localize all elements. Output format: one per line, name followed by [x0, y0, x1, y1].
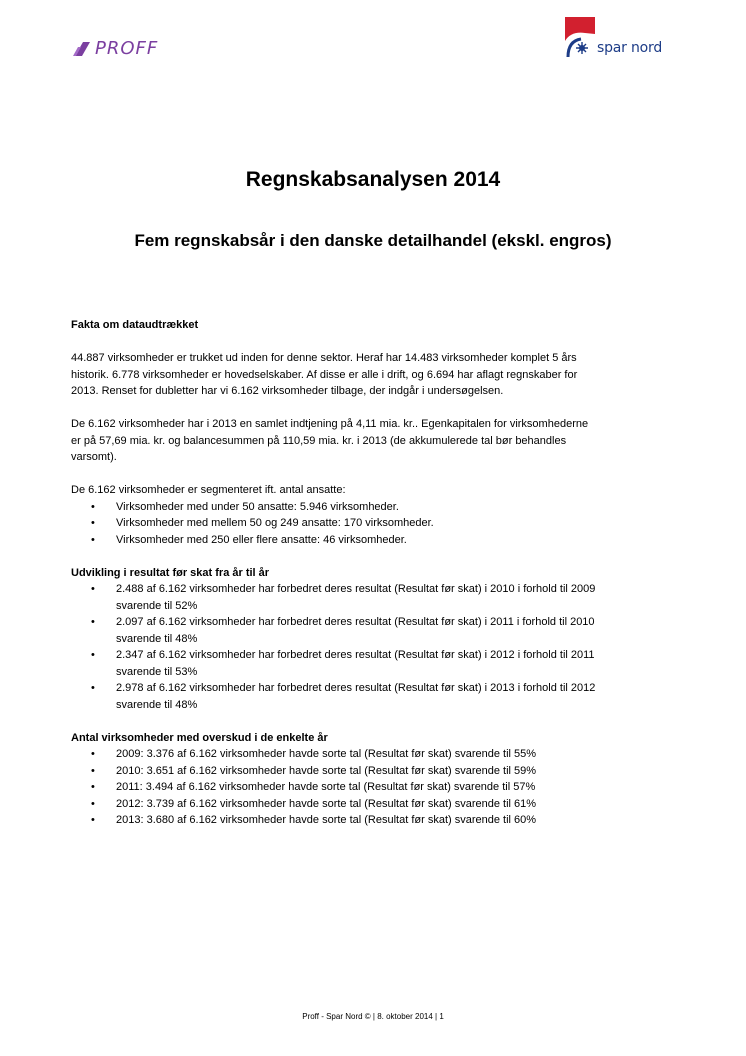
facts-paragraph-1-line: 44.887 virksomheder er trukket ud inden for denne sektor. Heraf har 14.483 virksomheder komplet 5 års: [71, 352, 577, 364]
list-item: • Virksomheder med under 50 ansatte: 5.946 virksomheder.: [71, 499, 681, 516]
surplus-list: [71, 746, 681, 829]
facts-paragraph-2-line: varsomt).: [71, 451, 117, 463]
proff-logo-text: PROFF: [95, 38, 159, 59]
document-body: [71, 317, 681, 829]
list-item: • 2.347 af 6.162 virksomheder har forbedret deres resultat (Resultat før skat) i 2012 i forhold til 2011 svarende til 53%: [71, 647, 681, 680]
facts-paragraph-1-line: 2013. Renset for dubletter har vi 6.162 virksomheder tilbage, der indgår i undersøgelsen.: [71, 385, 504, 397]
segment-intro: De 6.162 virksomheder er segmenteret ift. antal ansatte:: [71, 484, 346, 496]
spar-nord-logo-text: spar nord: [597, 40, 663, 56]
development-list: [71, 581, 681, 713]
page-footer: Proff - Spar Nord © | 8. oktober 2014 | 1: [302, 1012, 444, 1021]
list-item: • 2.488 af 6.162 virksomheder har forbedret deres resultat (Resultat før skat) i 2010 i forhold til 2009 svarende til 52%: [71, 581, 681, 614]
facts-paragraph-2-line: er på 57,69 mia. kr. og balancesummen på 110,59 mia. kr. i 2013 (de akkumulerede tal bør behandles: [71, 434, 567, 447]
list-item: • 2.097 af 6.162 virksomheder har forbedret deres resultat (Resultat før skat) i 2011 i forhold til 2010 svarende til 48%: [71, 614, 681, 647]
list-item: • Virksomheder med mellem 50 og 249 ansatte: 170 virksomheder.: [71, 515, 681, 532]
proff-logo: [72, 38, 158, 59]
development-heading: Udvikling i resultat før skat fra år til år: [71, 566, 270, 579]
facts-heading: Fakta om dataudtrækket: [71, 319, 199, 331]
list-item: • Virksomheder med 250 eller flere ansatte: 46 virksomheder.: [71, 532, 681, 549]
list-item: • 2010: 3.651 af 6.162 virksomheder havde sorte tal (Resultat før skat) svarende til 59%: [71, 763, 681, 780]
facts-paragraph-2-line: De 6.162 virksomheder har i 2013 en samlet indtjening på 4,11 mia. kr.. Egenkapitalen for virksomhederne: [71, 418, 589, 430]
facts-paragraph-1-line: historik. 6.778 virksomheder er hovedselskaber. Af disse er alle i drift, og 6.694 har aflagt regnskaber for: [71, 368, 578, 381]
surplus-heading: Antal virksomheder med overskud i de enkelte år: [71, 731, 328, 744]
list-item: • 2012: 3.739 af 6.162 virksomheder havde sorte tal (Resultat før skat) svarende til 61%: [71, 796, 681, 813]
list-item: • 2.978 af 6.162 virksomheder har forbedret deres resultat (Resultat før skat) i 2013 i forhold til 2012 svarende til 48%: [71, 680, 681, 713]
list-item: • 2013: 3.680 af 6.162 virksomheder havde sorte tal (Resultat før skat) svarende til 60%: [71, 812, 681, 829]
proff-logo-icon: [72, 40, 92, 58]
list-item: • 2009: 3.376 af 6.162 virksomheder havde sorte tal (Resultat før skat) svarende til 55%: [71, 746, 681, 763]
list-item: • 2011: 3.494 af 6.162 virksomheder havde sorte tal (Resultat før skat) svarende til 57%: [71, 779, 681, 796]
spar-nord-logo: [565, 17, 662, 57]
segment-list: [71, 499, 681, 549]
page-title: Regnskabsanalysen 2014: [245, 168, 501, 191]
spar-nord-emblem-icon: [565, 17, 595, 57]
page-subtitle: Fem regnskabsår i den danske detailhandel (ekskl. engros): [134, 231, 612, 250]
